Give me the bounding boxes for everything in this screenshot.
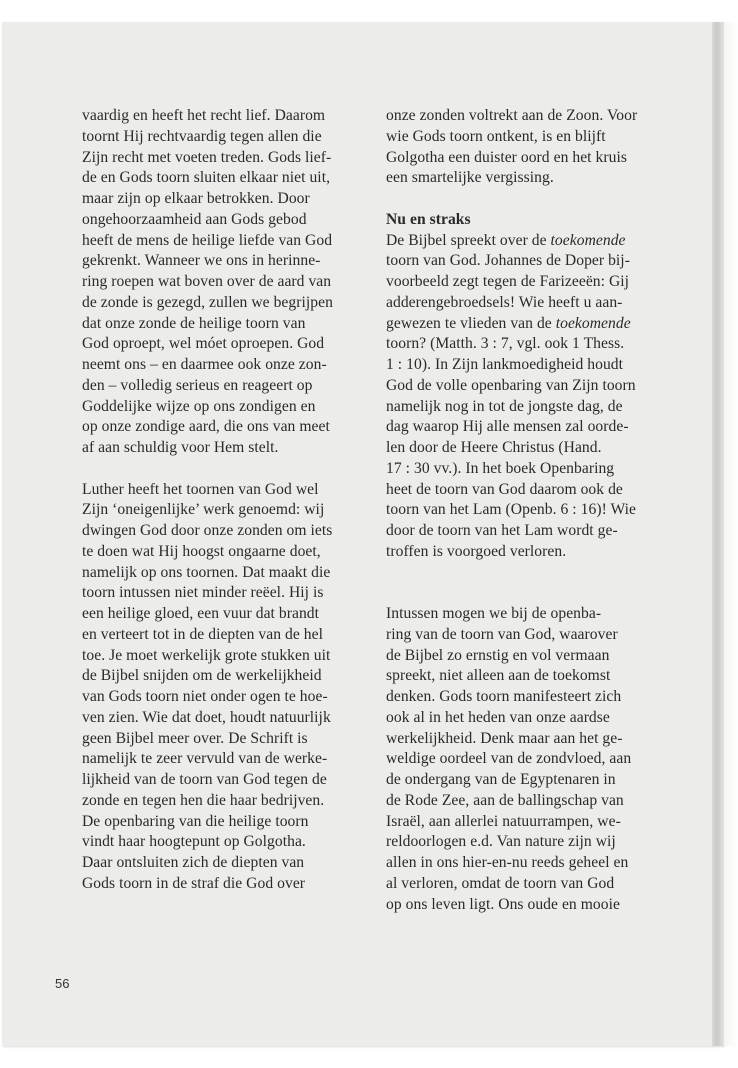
- text-line: Zijn ‘oneigenlijke’ werk genoemd: wij: [82, 501, 325, 519]
- text-line: een heilige gloed, een vuur dat brandt: [82, 605, 320, 622]
- text-line: Luther heeft het toornen van God wel: [82, 480, 319, 498]
- text-line: toe. Je moet werkelijk grote stukken uit: [82, 646, 331, 664]
- text-line: wie Gods toorn ontkent, is en blijft: [386, 127, 606, 145]
- right-paragraph-3: [386, 604, 681, 915]
- text-line: van Gods toorn niet onder ogen te hoe-: [82, 688, 328, 705]
- paragraph-gap: [386, 583, 681, 604]
- text-line: denken. Gods toorn manifesteert zich: [386, 688, 622, 705]
- text-line: troffen is voorgoed verloren.: [386, 542, 567, 560]
- text-line: de Rode Zee, aan de ballingschap van: [386, 791, 624, 809]
- text-line: lijkheid van de toorn van God tegen de: [82, 771, 327, 788]
- text-line: [386, 314, 681, 335]
- text-line: geen Bijbel meer over. De Schrift is: [82, 729, 308, 747]
- text-line: maar zijn op elkaar betrokken. Door: [82, 190, 310, 207]
- text-line: de Bijbel zo ernstig en vol vermaan: [386, 646, 610, 664]
- text-line: toorn intussen niet minder reëel. Hij is: [82, 584, 324, 602]
- text-line: ring van de toorn van God, waarover: [386, 625, 618, 643]
- text-line: 17 : 30 vv.). In het boek Openbaring: [386, 459, 615, 477]
- text-line: vindt haar hoogtepunt op Golgotha.: [82, 833, 306, 851]
- text-line: te doen wat Hij hoogst ongaarne doet,: [82, 542, 321, 560]
- text-line: [386, 231, 681, 252]
- text-line: Israël, aan allerlei natuurrampen, we-: [386, 812, 621, 830]
- text-line: den – volledig serieus en reageert op: [82, 376, 313, 394]
- paragraph-gap: [386, 563, 681, 584]
- text-line: Goddelijke wijze op ons zondigen en: [82, 397, 316, 415]
- text-line: 1 : 10). In Zijn lankmoedigheid houdt: [386, 356, 624, 373]
- text-line: namelijk nog in tot de jongste dag, de: [386, 397, 623, 415]
- text-line: toornt Hij rechtvaardig tegen allen die: [82, 127, 322, 145]
- text-line: ongehoorzaamheid aan Gods gebod: [82, 210, 307, 228]
- facing-page-edge: [724, 22, 738, 1046]
- text-line: gekrenkt. Wanneer we ons in herinne-: [82, 252, 321, 270]
- text-line: werkelijkheid. Denk maar aan het ge-: [386, 729, 623, 747]
- text-line: allen in ons hier-en-nu reeds geheel en: [386, 854, 629, 871]
- text-line: len door de Heere Christus (Hand.: [386, 439, 602, 456]
- text-line: Gods toorn in de straf die God over: [82, 874, 306, 892]
- text-line: spreekt, niet alleen aan de toekomst: [386, 667, 611, 685]
- text-run: De Bijbel spreekt over de: [386, 231, 551, 249]
- text-line: toorn van het Lam (Openb. 6 : 16)! Wie: [386, 501, 636, 519]
- text-line: zonde en tegen hen die haar bedrijven.: [82, 791, 325, 809]
- text-line: Zijn recht met voeten treden. Gods lief-: [82, 148, 332, 166]
- text-line: door de toorn van het Lam wordt ge-: [386, 522, 618, 539]
- book-spine-shadow: [712, 22, 724, 1046]
- text-line: een smartelijke vergissing.: [386, 169, 554, 187]
- left-text-column: [82, 106, 374, 895]
- text-line: af aan schuldig voor Hem stelt.: [82, 439, 279, 456]
- text-line: namelijk te zeer vervuld van de werke-: [82, 750, 328, 768]
- text-line: Intussen mogen we bij de openba-: [386, 605, 602, 622]
- text-line: ven zien. Wie dat doet, houdt natuurlijk: [82, 708, 331, 726]
- text-line: ook al in het heden van onze aardse: [386, 708, 610, 726]
- text-line: de zonde is gezegd, zullen we begrijpen: [82, 293, 333, 311]
- right-paragraph-1: [386, 106, 681, 189]
- text-line: de en Gods toorn sluiten elkaar niet uit,: [82, 169, 331, 187]
- right-paragraph-2: [386, 231, 681, 563]
- text-line: namelijk op ons toornen. Dat maakt die: [82, 563, 331, 581]
- text-line: heeft de mens de heilige liefde van God: [82, 231, 333, 249]
- text-line: dwingen God door onze zonden om iets: [82, 522, 333, 539]
- text-line: onze zonden voltrekt aan de Zoon. Voor: [386, 107, 638, 124]
- page-number: 56: [55, 976, 70, 991]
- paragraph-gap: [82, 459, 374, 480]
- section-heading: Nu en straks: [386, 210, 471, 228]
- text-line: ring roepen wat boven over de aard van: [82, 273, 332, 290]
- text-run: gewezen te vlieden van de: [386, 314, 556, 332]
- text-line: al verloren, omdat de toorn van God: [386, 874, 615, 892]
- right-text-column: [386, 106, 681, 915]
- text-line: op onze zondige aard, die ons van meet: [82, 418, 330, 436]
- text-line: Daar ontsluiten zich de diepten van: [82, 854, 305, 871]
- text-line: heet de toorn van God daarom ook de: [386, 480, 623, 498]
- text-line: de Bijbel snijden om de werkelijkheid: [82, 667, 322, 685]
- text-line: God de volle openbaring van Zijn toorn: [386, 376, 636, 394]
- text-line: reldoorlogen e.d. Van nature zijn wij: [386, 833, 616, 851]
- text-line: De openbaring van die heilige toorn: [82, 812, 309, 830]
- text-line: dag waarop Hij alle mensen zal oorde-: [386, 418, 629, 436]
- emphasized-word: toekomende: [550, 231, 626, 249]
- text-line: dat onze zonde de heilige toorn van: [82, 314, 306, 332]
- paragraph-gap: [386, 189, 681, 210]
- text-line: neemt ons – en daarmee ook onze zon-: [82, 356, 327, 373]
- text-line: God oproept, wel móet oproepen. God: [82, 335, 325, 353]
- text-line: toorn van God. Johannes de Doper bij-: [386, 252, 630, 270]
- text-line: voorbeeld zegt tegen de Farizeeën: Gij: [386, 273, 630, 290]
- text-line: vaardig en heeft het recht lief. Daarom: [82, 107, 326, 124]
- text-line: op ons leven ligt. Ons oude en mooie: [386, 895, 620, 913]
- left-paragraph-2: [82, 480, 374, 895]
- text-line: de ondergang van de Egyptenaren in: [386, 771, 616, 788]
- left-paragraph-1: [82, 106, 374, 459]
- text-line: adderengebroedsels! Wie heeft u aan-: [386, 293, 623, 311]
- text-line: en verteert tot in de diepten van de hel: [82, 625, 324, 643]
- text-line: toorn? (Matth. 3 : 7, vgl. ook 1 Thess.: [386, 335, 625, 353]
- emphasized-word: toekomende: [555, 314, 631, 332]
- text-line: weldige oordeel van de zondvloed, aan: [386, 750, 632, 768]
- text-line: Golgotha een duister oord en het kruis: [386, 148, 627, 166]
